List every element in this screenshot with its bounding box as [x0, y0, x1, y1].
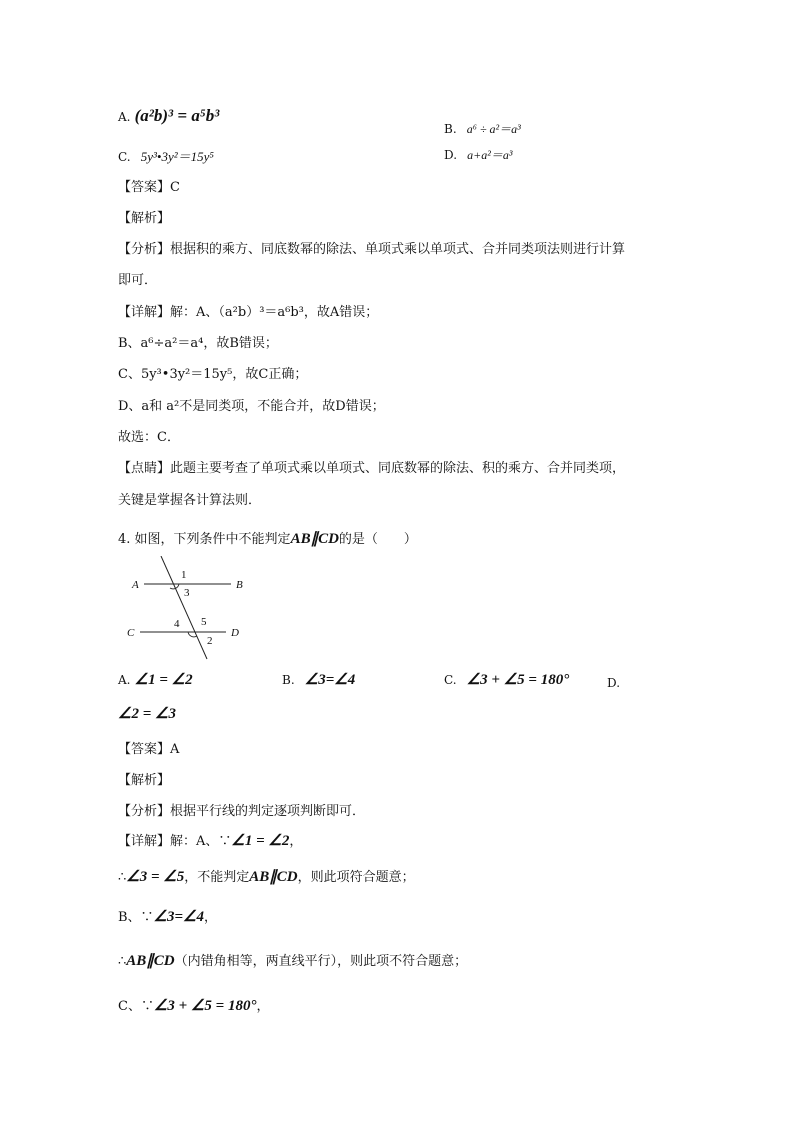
- q3-analysis-heading: 【解析】: [118, 211, 171, 226]
- q3-detail-line3: C、5y³•3y²＝15y⁵，故C正确；: [118, 367, 308, 382]
- q3-answer-tag: 【答案】: [118, 180, 171, 195]
- q3-option-d: [444, 146, 512, 163]
- q4-answer: [118, 738, 179, 757]
- label-a: A: [132, 579, 139, 591]
- q3-detail-line2: B、a⁶÷a²＝a⁴，故B错误；: [118, 336, 278, 351]
- q3-review-line2: 关键是掌握各计算法则．: [118, 493, 262, 508]
- q3-detail-line4: D、a和 a²不是同类项，不能合并，故D错误；: [118, 399, 385, 414]
- q4-question-pre: 如图，下列条件中不能判定: [134, 532, 291, 547]
- q4-detail-l5-end: ，: [256, 999, 270, 1014]
- q4-detail-l2-math: ∠3 = ∠5: [126, 869, 185, 885]
- q4-question-post: 的是（ ）: [338, 532, 417, 547]
- q3-option-d-expr: a+a²＝a³: [467, 148, 513, 162]
- q3-option-c-label: C.: [118, 150, 131, 164]
- q3-option-a: [118, 106, 219, 126]
- q3-fenxi-line1: [118, 238, 625, 257]
- q4-detail-line3: [118, 906, 217, 926]
- q3-answer-value: C: [170, 180, 180, 195]
- q4-option-b: [282, 670, 355, 689]
- q3-review-text: 此题主要考查了单项式乘以单项式、同底数幂的除法、积的乘方、合并同类项，: [170, 461, 626, 476]
- q3-detail-line5: 故选：C．: [118, 430, 180, 445]
- q4-option-d-expr: ∠2 = ∠3: [118, 706, 176, 722]
- q3-fenxi-line2: 即可．: [118, 273, 158, 288]
- q4-option-c: [444, 670, 569, 689]
- q4-detail-l5-math: ∠3 + ∠5 = 180°: [153, 998, 257, 1014]
- angle-label-2: 2: [207, 635, 213, 647]
- q4-answer-value: A: [170, 742, 180, 757]
- q4-detail-l1-text: 解：A、∵: [170, 834, 232, 849]
- q3-option-d-label: D.: [444, 148, 458, 162]
- q4-fenxi: [118, 800, 365, 819]
- q4-option-d-label: D.: [607, 676, 621, 690]
- q4-question: [118, 528, 417, 548]
- q4-detail-line4: [118, 950, 467, 970]
- q4-option-b-expr: ∠3=∠4: [304, 672, 356, 688]
- q4-option-c-expr: ∠3 + ∠5 = 180°: [466, 672, 570, 688]
- q4-detail-line1: [118, 830, 302, 850]
- q4-question-math: AB∥CD: [290, 531, 339, 547]
- angle-label-5: 5: [201, 616, 207, 628]
- q4-option-a: [118, 670, 193, 689]
- q4-number: 4.: [118, 532, 131, 547]
- q4-detail-l3-pre: B、∵: [118, 910, 154, 925]
- q3-review-line1: [118, 457, 625, 476]
- q4-detail-l4-pre: ∴: [118, 954, 127, 969]
- q4-detail-l3-math: ∠3=∠4: [153, 909, 205, 925]
- parallel-lines-figure: [118, 556, 258, 660]
- q3-fenxi-tag: 【分析】: [118, 242, 171, 257]
- q3-option-c: [118, 146, 214, 165]
- q4-detail-l2-end: ，则此项符合题意；: [297, 870, 415, 885]
- q4-detail-l5-pre: C、∵: [118, 999, 154, 1014]
- q4-option-b-label: B.: [282, 673, 295, 687]
- q4-option-a-label: A.: [118, 673, 131, 687]
- q3-option-b: [444, 120, 521, 137]
- q4-option-a-expr: ∠1 = ∠2: [134, 672, 193, 688]
- label-b: B: [236, 579, 243, 591]
- label-d: D: [231, 627, 239, 639]
- label-c: C: [127, 627, 135, 639]
- q4-detail-l1-end: ，: [289, 834, 303, 849]
- q3-detail-line1: [118, 301, 378, 320]
- q4-detail-l4-math: AB∥CD: [126, 953, 175, 969]
- q3-review-tag: 【点睛】: [118, 461, 171, 476]
- q3-fenxi-text: 根据积的乘方、同底数幂的除法、单项式乘以单项式、合并同类项法则进行计算: [170, 242, 626, 257]
- q4-detail-l4-end: （内错角相等，两直线平行），则此项不符合题意；: [174, 954, 468, 969]
- q3-detail-tag: 【详解】: [118, 305, 171, 320]
- q4-answer-tag: 【答案】: [118, 742, 171, 757]
- q4-detail-tag: 【详解】: [118, 834, 171, 849]
- q3-detail-text: 解：A、（a²b）³＝a⁶b³，故A错误；: [170, 305, 379, 320]
- q3-option-b-expr: a⁶ ÷ a²＝a³: [466, 122, 521, 136]
- angle-label-3: 3: [184, 587, 190, 599]
- q4-detail-l2-mid: ，不能判定: [184, 870, 250, 885]
- q4-detail-l2-math2: AB∥CD: [249, 869, 298, 885]
- q4-fenxi-tag: 【分析】: [118, 804, 171, 819]
- q4-detail-l1-math: ∠1 = ∠2: [231, 833, 290, 849]
- q3-option-a-expr: (a²b)³ = a⁵b³: [134, 106, 220, 125]
- q4-fenxi-text: 根据平行线的判定逐项判断即可．: [170, 804, 366, 819]
- q3-option-b-label: B.: [444, 122, 457, 136]
- angle-label-4: 4: [174, 618, 180, 630]
- q4-detail-l2-pre: ∴: [118, 870, 127, 885]
- q4-detail-l3-end: ，: [204, 910, 218, 925]
- q3-option-a-label: A.: [118, 110, 131, 124]
- q3-answer: [118, 176, 180, 195]
- angle-label-1: 1: [181, 569, 187, 581]
- q4-analysis-heading: 【解析】: [118, 773, 171, 788]
- q3-option-c-expr: 5y³•3y²＝15y⁵: [140, 149, 214, 164]
- q4-detail-line5: [118, 995, 269, 1015]
- q4-detail-line2: [118, 866, 415, 886]
- q4-option-c-label: C.: [444, 673, 457, 687]
